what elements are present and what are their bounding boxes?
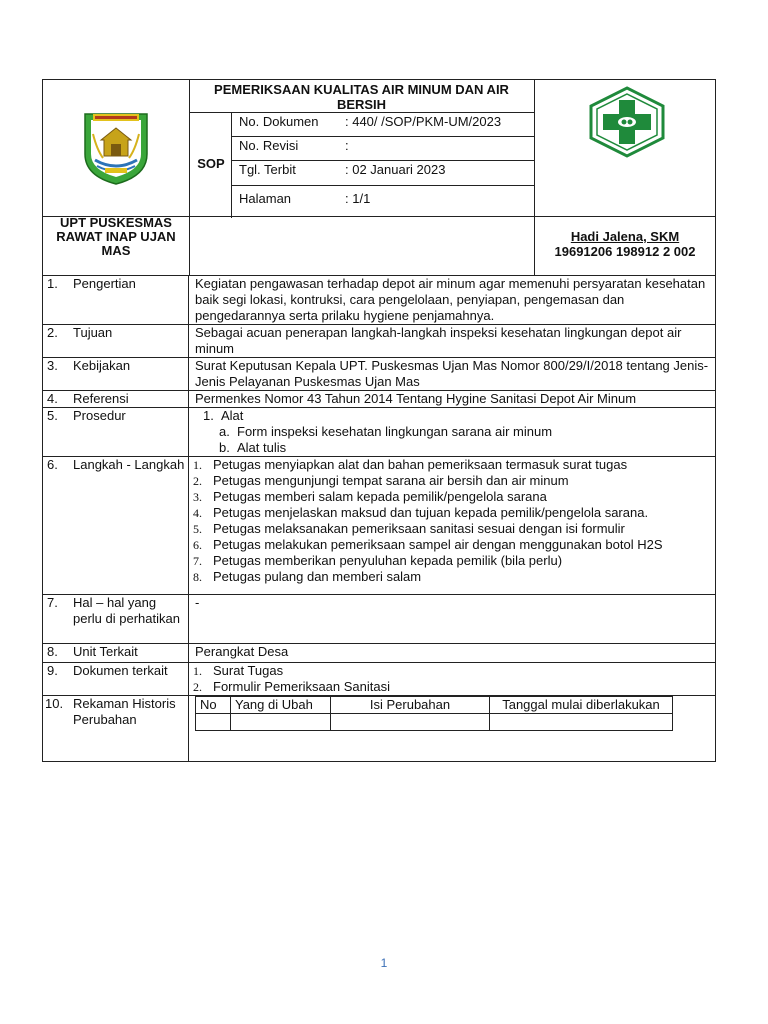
meta-label-no-revisi: No. Revisi [239,138,299,153]
regional-emblem-icon [81,110,151,189]
row-label: Langkah - Langkah [73,457,185,472]
sop-body-table [42,275,716,762]
prosedur-item: 1. Alat [203,408,244,423]
row-label: Dokumen terkait [73,663,168,678]
signer-name: Hadi Jalena, SKM [570,229,680,244]
row-number: 6. [47,457,58,472]
row-label: Kebijakan [73,358,131,373]
meta-label-tgl-terbit: Tgl. Terbit [239,162,296,177]
sop-label: SOP [197,156,225,171]
kebijakan-text: Surat Keputusan Kepala UPT. Puskesmas Ujan Mas Nomor 800/29/I/2018 tentang Jenis-Jenis Pelayanan Puskesmas Ujan Mas [195,358,709,389]
column-header: Isi Perubahan [331,697,490,714]
row-pengertian [43,276,716,325]
step-item: 5. Petugas melaksanakan pemeriksaan sanitasi sesuai dengan isi formulir [193,521,625,536]
row-langkah [43,457,716,595]
signature-row [42,216,716,276]
unit-name: UPT PUSKESMAS RAWAT INAP UJAN MAS [56,215,176,258]
meta-label-no-dokumen: No. Dokumen [239,114,319,129]
row-label: Prosedur [73,408,126,423]
step-item: 3. Petugas memberi salam kepada pemilik/pengelola sarana [193,489,547,504]
meta-value-no-revisi: : [345,138,349,153]
row-number: 5. [47,408,58,423]
revision-header-row [196,697,673,714]
row-prosedur [43,408,716,457]
row-number: 3. [47,358,58,373]
row-number: 7. [47,595,58,610]
row-label: Pengertian [73,276,136,291]
row-tujuan [43,325,716,358]
row-dokumen-terkait [43,663,716,696]
row-kebijakan [43,358,716,391]
prosedur-subitem: b. Alat tulis [219,440,287,455]
meta-value-no-dokumen: : 440/ /SOP/PKM-UM/2023 [345,114,502,129]
row-label: Referensi [73,391,129,406]
row-rekaman-historis [43,696,716,762]
column-header: Tanggal mulai diberlakukan [490,697,673,714]
meta-value-halaman: : 1/1 [345,191,371,206]
row-number: 2. [47,325,58,340]
row-unit-terkait [43,644,716,663]
revision-history-table [195,696,673,731]
step-item: 6. Petugas melakukan pemeriksaan sampel air dengan menggunakan botol H2S [193,537,663,552]
hal-text: - [195,595,200,610]
prosedur-subitem: a. Form inspeksi kesehatan lingkungan sarana air minum [219,424,553,439]
dokumen-item: 1. Surat Tugas [193,663,284,678]
tujuan-text: Sebagai acuan penerapan langkah-langkah inspeksi kesehatan lingkungan depot air minum [195,325,682,356]
dokumen-item: 2. Formulir Pemeriksaan Sanitasi [193,679,391,694]
column-header: No [196,697,231,714]
meta-value-tgl-terbit: : 02 Januari 2023 [345,162,446,177]
signer-nip: 19691206 198912 2 002 [554,244,696,259]
row-label: Tujuan [73,325,113,340]
step-item: 7. Petugas memberikan penyuluhan kepada pemilik (bila perlu) [193,553,563,568]
pengertian-text: Kegiatan pengawasan terhadap depot air minum agar memenuhi persyaratan kesehatan baik segi lokasi, kontruksi, cara pengelolaan, penyiapan, pengemasan dan pengedarannya serta prilaku hygiene penjamahnya. [195,276,706,323]
row-referensi [43,391,716,408]
puskesmas-cross-icon [587,86,667,161]
row-number: 10. [45,696,64,711]
document-title: PEMERIKSAAN KUALITAS AIR MINUM DAN AIR BERSIH [214,82,509,112]
row-label: Rekaman Historis Perubahan [73,696,176,727]
sop-header [42,79,716,217]
row-label: Hal – hal yang perlu di perhatikan [73,595,180,626]
revision-empty-row [196,714,673,731]
row-hal-perhatikan [43,595,716,644]
column-header: Yang di Ubah [231,697,331,714]
page-number: 1 [380,956,388,970]
step-item: 4. Petugas menjelaskan maksud dan tujuan kepada pemilik/pengelola sarana. [193,505,649,520]
row-number: 9. [47,663,58,678]
step-item: 2. Petugas mengunjungi tempat sarana air bersih dan air minum [193,473,569,488]
row-number: 8. [47,644,58,659]
row-number: 1. [47,276,58,291]
row-label: Unit Terkait [73,644,138,659]
meta-label-halaman: Halaman [239,191,292,206]
unit-terkait-text: Perangkat Desa [195,644,289,659]
row-number: 4. [47,391,58,406]
referensi-text: Permenkes Nomor 43 Tahun 2014 Tentang Hygine Sanitasi Depot Air Minum [195,391,637,406]
step-item: 8. Petugas pulang dan memberi salam [193,569,422,584]
step-item: 1. Petugas menyiapkan alat dan bahan pemeriksaan termasuk surat tugas [193,457,628,472]
